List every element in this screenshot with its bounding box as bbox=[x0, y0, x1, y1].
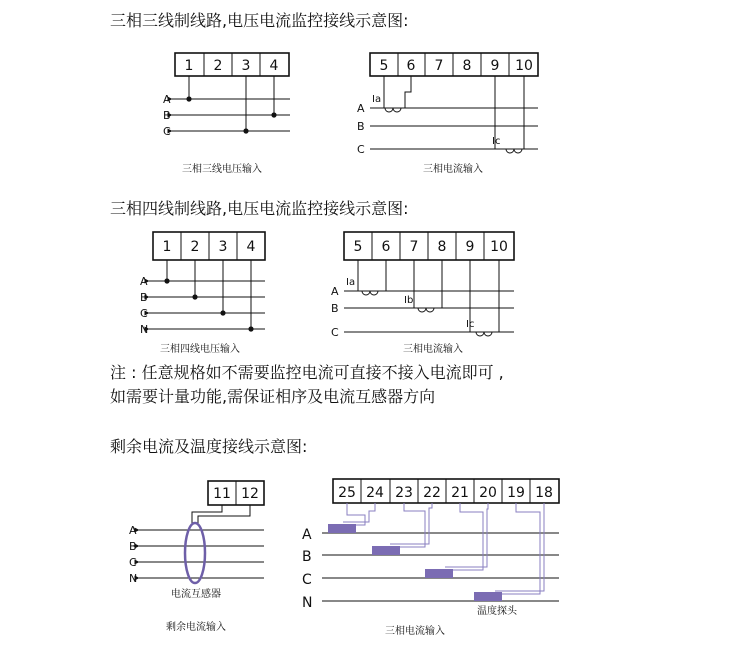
caption-residual: 剩余电流输入 bbox=[166, 622, 226, 633]
note-line-2: 如需要计量功能,需保证相序及电流互感器方向 bbox=[110, 387, 436, 406]
terminal-5: 5 bbox=[353, 239, 363, 255]
residual-current-diagram bbox=[129, 481, 264, 633]
terminal-18: 18 bbox=[535, 485, 553, 501]
heading-three-phase-four-wire: 三相四线制线路,电压电流监控接线示意图: bbox=[110, 199, 409, 218]
ct-label-ia: Ia bbox=[372, 94, 382, 105]
caption-current-3p3w: 三相电流输入 bbox=[423, 164, 483, 175]
current-diagram-3p4w bbox=[331, 232, 514, 355]
terminal-22: 22 bbox=[423, 485, 441, 501]
terminal-9: 9 bbox=[490, 58, 500, 74]
terminal-21: 21 bbox=[451, 485, 469, 501]
line-label-c: C bbox=[129, 556, 137, 569]
terminal-12: 12 bbox=[241, 486, 259, 502]
terminal-9: 9 bbox=[465, 239, 475, 255]
current-diagram-3p3w bbox=[357, 53, 538, 175]
line-label-n: N bbox=[129, 572, 138, 585]
line-label-a: A bbox=[302, 527, 312, 543]
terminal-block bbox=[370, 53, 538, 76]
terminal-25: 25 bbox=[338, 485, 356, 501]
line-label-a: A bbox=[129, 524, 137, 537]
line-label-a: A bbox=[163, 93, 171, 106]
terminal-4: 4 bbox=[246, 239, 256, 255]
line-label-c: C bbox=[163, 125, 171, 138]
line-label-a: A bbox=[357, 102, 365, 115]
terminal-23: 23 bbox=[395, 485, 413, 501]
line-label-n: N bbox=[302, 595, 313, 611]
terminal-5: 5 bbox=[379, 58, 389, 74]
voltage-diagram-3p3w bbox=[163, 53, 290, 175]
terminal-2: 2 bbox=[213, 58, 223, 74]
heading-residual-temperature: 剩余电流及温度接线示意图: bbox=[110, 437, 308, 456]
terminal-8: 8 bbox=[437, 239, 447, 255]
heading-three-phase-three-wire: 三相三线制线路,电压电流监控接线示意图: bbox=[110, 11, 409, 30]
temperature-probe-a bbox=[328, 524, 356, 533]
terminal-1: 1 bbox=[184, 58, 194, 74]
terminal-1: 1 bbox=[162, 239, 172, 255]
line-label-c: C bbox=[302, 572, 312, 588]
line-label-b: B bbox=[357, 120, 365, 133]
terminal-7: 7 bbox=[434, 58, 444, 74]
line-label-b: B bbox=[163, 109, 171, 122]
ct-label-ic: Ic bbox=[492, 136, 501, 147]
caption-voltage-3p3w: 三相三线电压输入 bbox=[182, 164, 262, 175]
line-label-c: C bbox=[357, 143, 365, 156]
terminal-block bbox=[344, 232, 514, 260]
terminal-8: 8 bbox=[462, 58, 472, 74]
terminal-19: 19 bbox=[507, 485, 525, 501]
ct-label-ia: Ia bbox=[346, 277, 356, 288]
ct-caption: 电流互感器 bbox=[171, 589, 221, 600]
terminal-10: 10 bbox=[490, 239, 508, 255]
probe-caption: 温度探头 bbox=[477, 606, 517, 617]
ct-label-ib: Ib bbox=[404, 295, 414, 306]
line-label-a: A bbox=[140, 275, 148, 288]
line-label-b: B bbox=[140, 291, 148, 304]
terminal-20: 20 bbox=[479, 485, 497, 501]
temperature-probe-c bbox=[425, 569, 453, 578]
temperature-probe-b bbox=[372, 546, 400, 555]
line-label-c: C bbox=[331, 326, 339, 339]
caption-temperature: 三相电流输入 bbox=[385, 626, 445, 637]
note-line-1: 注 : 任意规格如不需要监控电流可直接不接入电流即可 , bbox=[110, 363, 504, 382]
caption-current-3p4w: 三相电流输入 bbox=[403, 344, 463, 355]
terminal-24: 24 bbox=[366, 485, 384, 501]
temperature-diagram bbox=[302, 479, 559, 637]
ct-label-ic: Ic bbox=[466, 319, 475, 330]
terminal-7: 7 bbox=[409, 239, 419, 255]
terminal-11: 11 bbox=[213, 486, 231, 502]
line-label-n: N bbox=[140, 323, 149, 336]
terminal-3: 3 bbox=[218, 239, 228, 255]
temperature-probe-n bbox=[474, 592, 502, 601]
caption-voltage-3p4w: 三相四线电压输入 bbox=[160, 344, 240, 355]
line-label-b: B bbox=[331, 302, 339, 315]
terminal-10: 10 bbox=[515, 58, 533, 74]
terminal-2: 2 bbox=[190, 239, 200, 255]
residual-ct-ring bbox=[185, 523, 205, 583]
line-label-b: B bbox=[129, 540, 137, 553]
line-label-c: C bbox=[140, 307, 148, 320]
voltage-diagram-3p4w bbox=[140, 232, 265, 355]
line-label-a: A bbox=[331, 285, 339, 298]
terminal-6: 6 bbox=[406, 58, 416, 74]
terminal-3: 3 bbox=[241, 58, 251, 74]
terminal-4: 4 bbox=[269, 58, 279, 74]
line-label-b: B bbox=[302, 549, 312, 565]
terminal-6: 6 bbox=[381, 239, 391, 255]
